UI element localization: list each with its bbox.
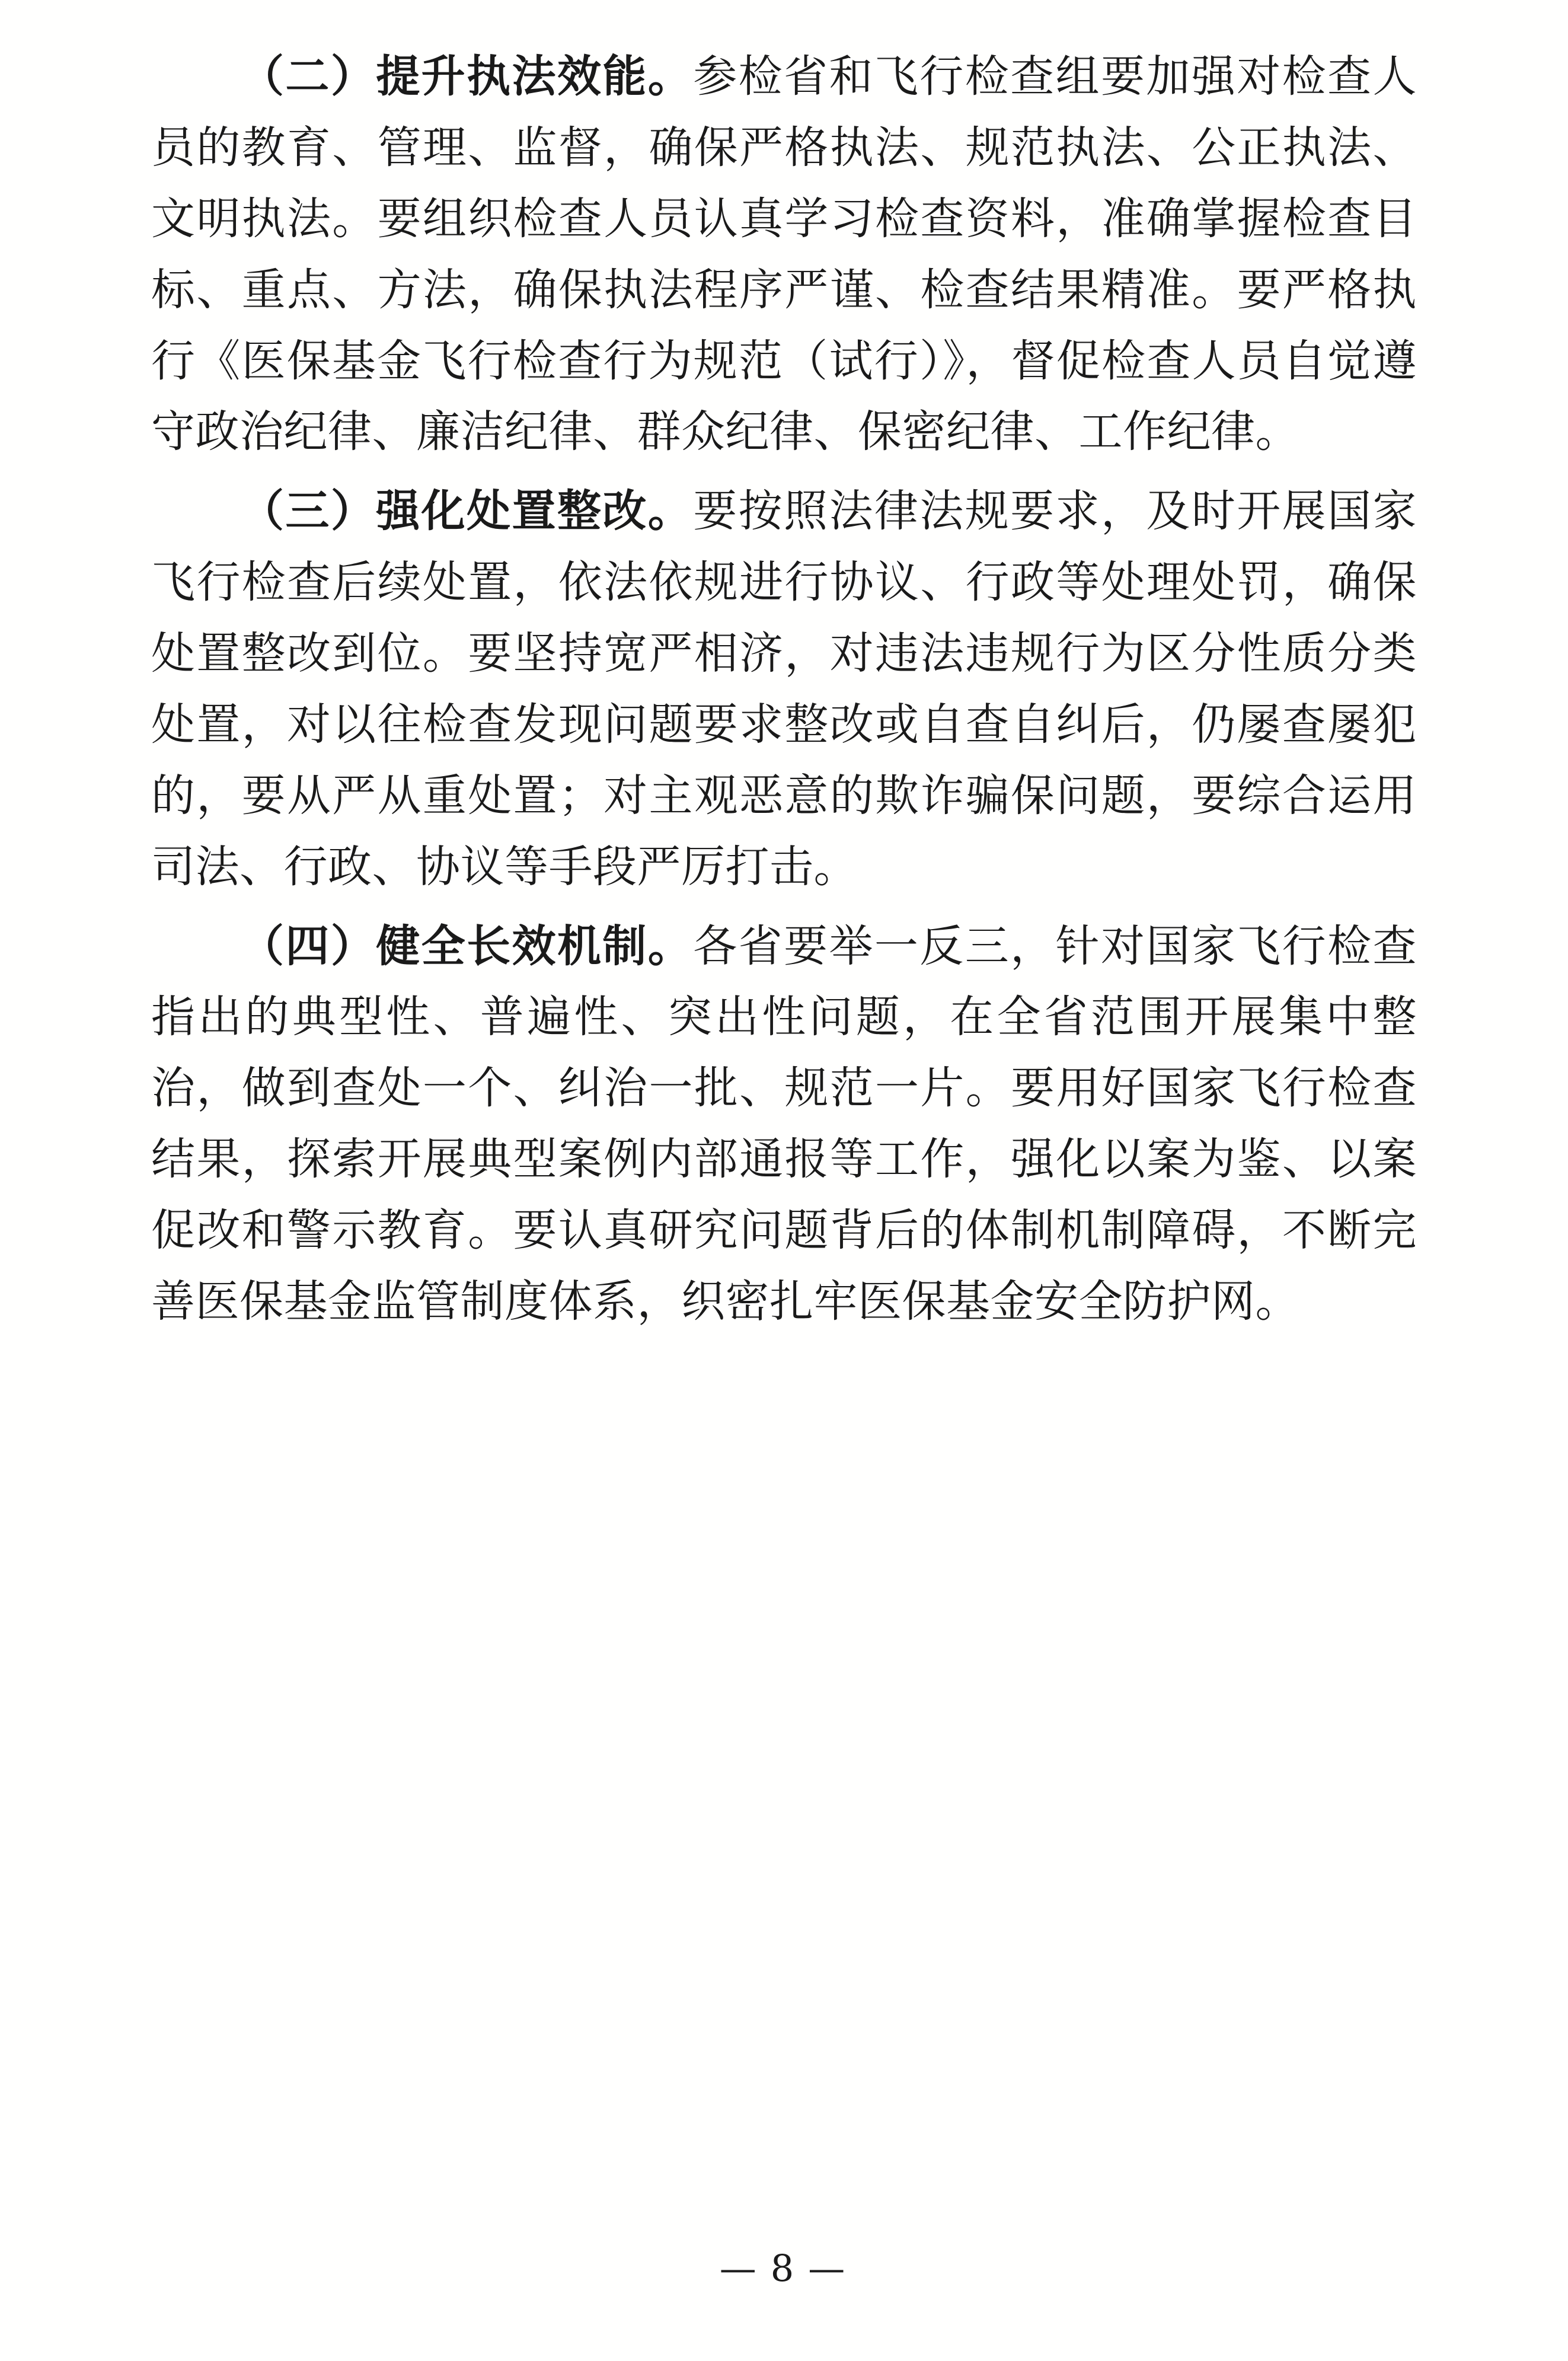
document-body — [151, 42, 1417, 1880]
paragraph-text-section-3: 要按照法律法规要求，及时开展国家飞行检查后续处置，依法依规进行协议、行政等处理处罚，确保处置整改到位。要坚持宽严相济，对违法违规行为区分性质分类处置，对以往检查发现问题要求整改或自查自纠后，仍屡查屡犯的，要从严从重处置；对主观恶意的欺诈骗保问题，要综合运用司法、行政、协议等手段严厉打击。 — [151, 486, 1417, 892]
bottom-whitespace — [151, 1346, 1417, 1880]
paragraph-heading-section-4: （四）健全长效机制。 — [240, 920, 694, 972]
page-number-value: 8 — [770, 2247, 798, 2290]
paragraph-heading-section-3: （三）强化处置整改。 — [240, 486, 694, 537]
paragraph-text-section-2: 参检省和飞行检查组要加强对检查人员的教育、管理、监督，确保严格执法、规范执法、公正执法、文明执法。要组织检查人员认真学习检查资料，准确掌握检查目标、重点、方法，确保执法程序严谨、检查结果精准。要严格执行《医保基金飞行检查行为规范（试行）》，督促检查人员自觉遵守政治纪律、廉洁纪律、群众纪律、保密纪律、工作纪律。 — [151, 51, 1417, 458]
page-number-right-dash: — — [808, 2247, 849, 2290]
page-number-left-dash: — — [719, 2247, 760, 2290]
paragraph-heading-section-2: （二）提升执法效能。 — [240, 51, 694, 102]
paragraph-section-2 — [151, 42, 1417, 468]
paragraph-text-section-4: 各省要举一反三，针对国家飞行检查指出的典型性、普遍性、突出性问题，在全省范围开展集中整治，做到查处一个、纠治一批、规范一片。要用好国家飞行检查结果，探索开展典型案例内部通报等工作，强化以案为鉴、以案促改和警示教育。要认真研究问题背后的体制机制障碍，不断完善医保基金监管制度体系，织密扎牢医保基金安全防护网。 — [151, 920, 1417, 1327]
paragraph-section-3 — [151, 476, 1417, 902]
paragraph-section-4 — [151, 911, 1417, 1338]
page-number — [0, 2247, 1568, 2290]
